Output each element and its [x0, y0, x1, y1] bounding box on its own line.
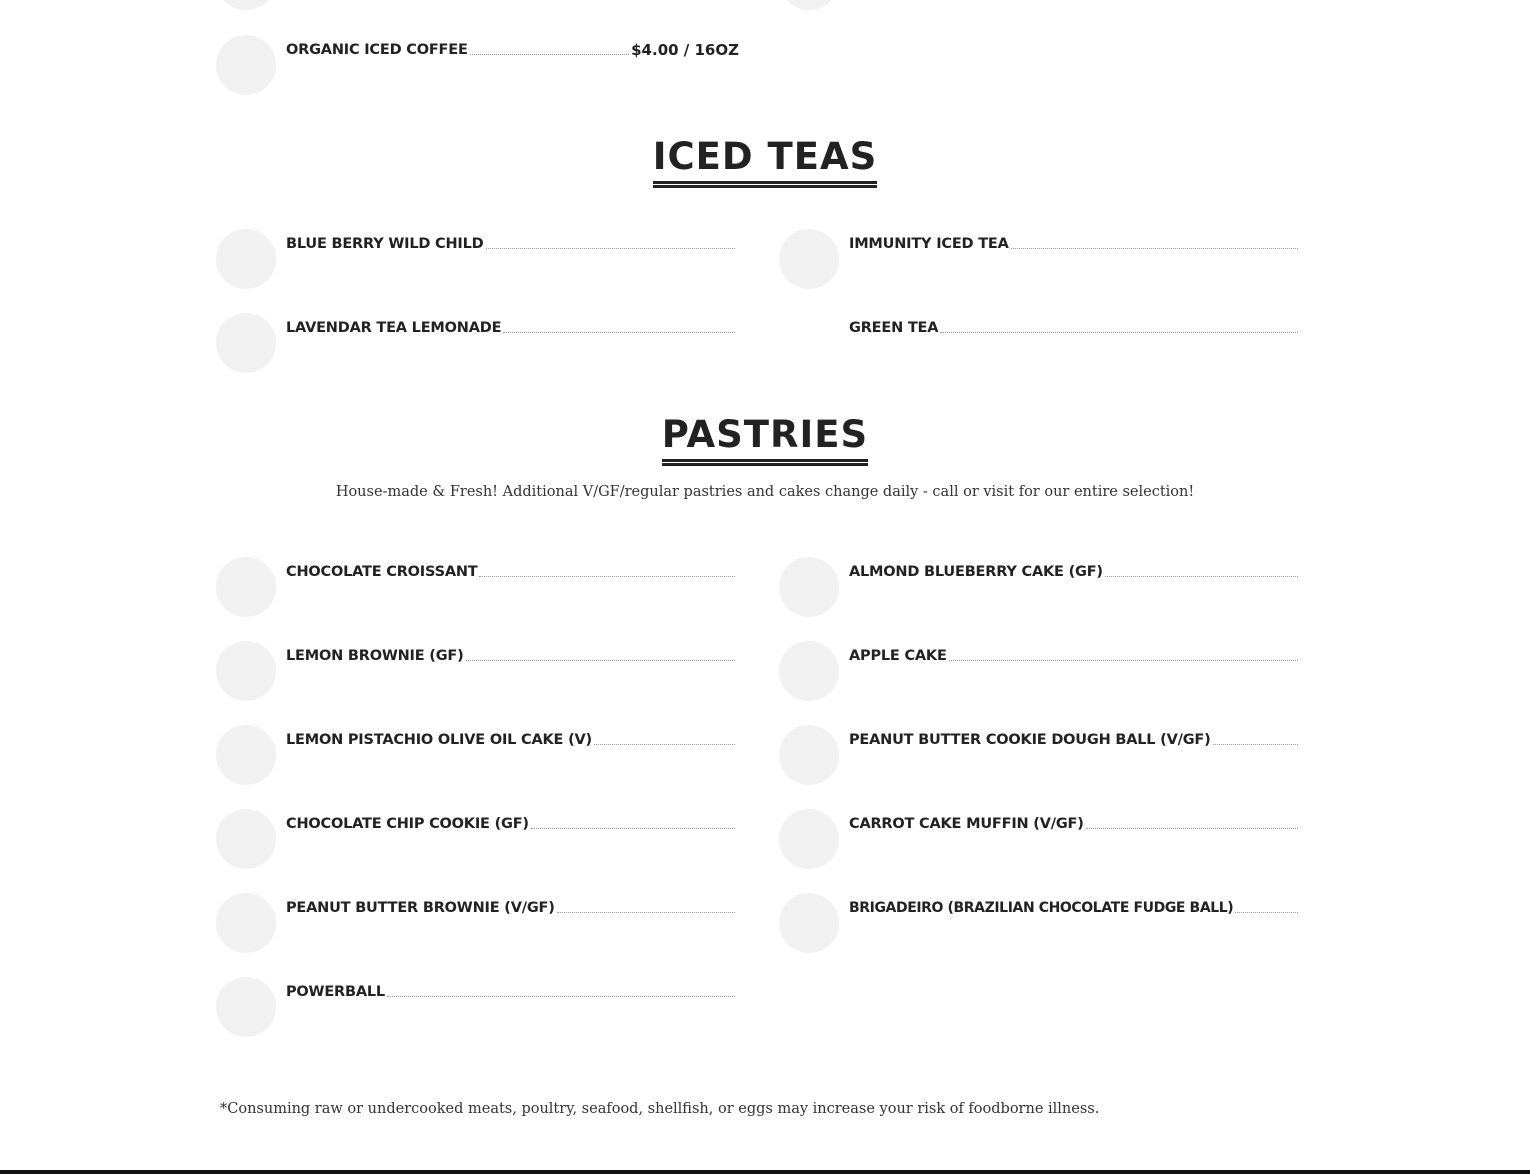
- dot-leader: [1086, 828, 1298, 829]
- menu-item[interactable]: [216, 641, 737, 705]
- menu-item[interactable]: [216, 557, 737, 621]
- menu-item[interactable]: [216, 977, 737, 1041]
- section-description: House-made & Fresh! Additional V/GF/regular pastries and cakes change daily - call or visit for our entire selection!: [335, 484, 1195, 500]
- menu-item-thumbnail: [216, 229, 276, 289]
- menu-item-name: PEANUT BUTTER BROWNIE (V/GF): [286, 900, 555, 916]
- section-heading-wrap: [0, 134, 1530, 184]
- menu-item-price: $4.00 / 16OZ: [631, 41, 739, 59]
- menu-item[interactable]: [216, 35, 737, 99]
- dot-leader: [1011, 248, 1298, 249]
- menu-item[interactable]: [779, 229, 1300, 293]
- menu-row: [216, 557, 1300, 621]
- dot-leader: [479, 576, 735, 577]
- menu-row: [216, 229, 1300, 293]
- dot-leader: [1213, 744, 1298, 745]
- menu-item-thumbnail: [216, 557, 276, 617]
- menu-item[interactable]: [779, 313, 1300, 377]
- menu-item-name: LEMON BROWNIE (GF): [286, 648, 464, 664]
- menu-item-thumbnail: [779, 0, 839, 10]
- dot-leader: [486, 248, 735, 249]
- menu-item[interactable]: [779, 809, 1300, 873]
- menu-row: [216, 893, 1300, 957]
- menu-item-thumbnail: [779, 893, 839, 953]
- menu-item-thumbnail: [779, 641, 839, 701]
- menu-item-name: CHOCOLATE CHIP COOKIE (GF): [286, 816, 529, 832]
- menu-item-name: BLUE BERRY WILD CHILD: [286, 236, 484, 252]
- dot-leader: [466, 660, 735, 661]
- menu-row: [216, 35, 1300, 99]
- menu-item[interactable]: [779, 641, 1300, 705]
- menu-item-thumbnail: [216, 809, 276, 869]
- menu-item-name: LAVENDAR TEA LEMONADE: [286, 320, 502, 336]
- menu-item-thumbnail: [216, 977, 276, 1037]
- menu-item[interactable]: [779, 725, 1300, 789]
- menu-item[interactable]: [216, 229, 737, 293]
- menu-item[interactable]: [779, 893, 1300, 957]
- menu-item-name: CHOCOLATE CROISSANT: [286, 564, 478, 580]
- menu-item-name: BRIGADEIRO (BRAZILIAN CHOCOLATE FUDGE BALL): [849, 900, 1234, 916]
- menu-item-thumbnail: [216, 0, 276, 10]
- menu-item-thumbnail: [779, 725, 839, 785]
- dot-leader: [940, 332, 1298, 333]
- menu-item-thumbnail: [779, 557, 839, 617]
- dot-leader: [531, 828, 735, 829]
- menu-item[interactable]: [216, 893, 737, 957]
- menu-row: [216, 977, 1300, 1041]
- menu-item-thumbnail: [216, 893, 276, 953]
- menu-item-name: CARROT CAKE MUFFIN (V/GF): [849, 816, 1084, 832]
- section-title-iced-teas: ICED TEAS: [653, 134, 878, 184]
- menu-item[interactable]: [779, 557, 1300, 621]
- dot-leader: [503, 332, 735, 333]
- menu-item-name: APPLE CAKE: [849, 648, 947, 664]
- menu-item-name: PEANUT BUTTER COOKIE DOUGH BALL (V/GF): [849, 732, 1211, 748]
- menu-item-name: IMMUNITY ICED TEA: [849, 236, 1009, 252]
- section-heading-wrap: [0, 412, 1530, 462]
- menu-row: [216, 641, 1300, 705]
- menu-item[interactable]: [216, 725, 737, 789]
- dot-leader: [1105, 576, 1298, 577]
- menu-item-thumbnail: [216, 35, 276, 95]
- disclaimer-text: *Consuming raw or undercooked meats, poultry, seafood, shellfish, or eggs may increase your risk of foodborne illness.: [220, 1101, 1100, 1117]
- menu-item-thumbnail: [216, 725, 276, 785]
- menu-item-name: ALMOND BLUEBERRY CAKE (GF): [849, 564, 1103, 580]
- dot-leader: [557, 912, 735, 913]
- menu-item-thumbnail: [216, 313, 276, 373]
- menu-item-thumbnail: [779, 229, 839, 289]
- section-title-pastries: PASTRIES: [662, 412, 868, 462]
- dot-leader: [470, 54, 629, 55]
- dot-leader: [387, 996, 735, 997]
- menu-row: [216, 809, 1300, 873]
- menu-item-name: LEMON PISTACHIO OLIVE OIL CAKE (V): [286, 732, 592, 748]
- dot-leader: [949, 660, 1298, 661]
- menu-row: [216, 725, 1300, 789]
- menu-item[interactable]: [216, 809, 737, 873]
- menu-item-thumbnail: [779, 809, 839, 869]
- menu-item-name: POWERBALL: [286, 984, 385, 1000]
- menu-row: [216, 313, 1300, 377]
- menu-item-name: GREEN TEA: [849, 320, 939, 336]
- dot-leader: [1235, 912, 1298, 913]
- menu-item[interactable]: [216, 313, 737, 377]
- menu-item-name: ORGANIC ICED COFFEE: [286, 42, 468, 58]
- footer-bar: [0, 1170, 1530, 1174]
- menu-item-thumbnail: [216, 641, 276, 701]
- dot-leader: [594, 744, 735, 745]
